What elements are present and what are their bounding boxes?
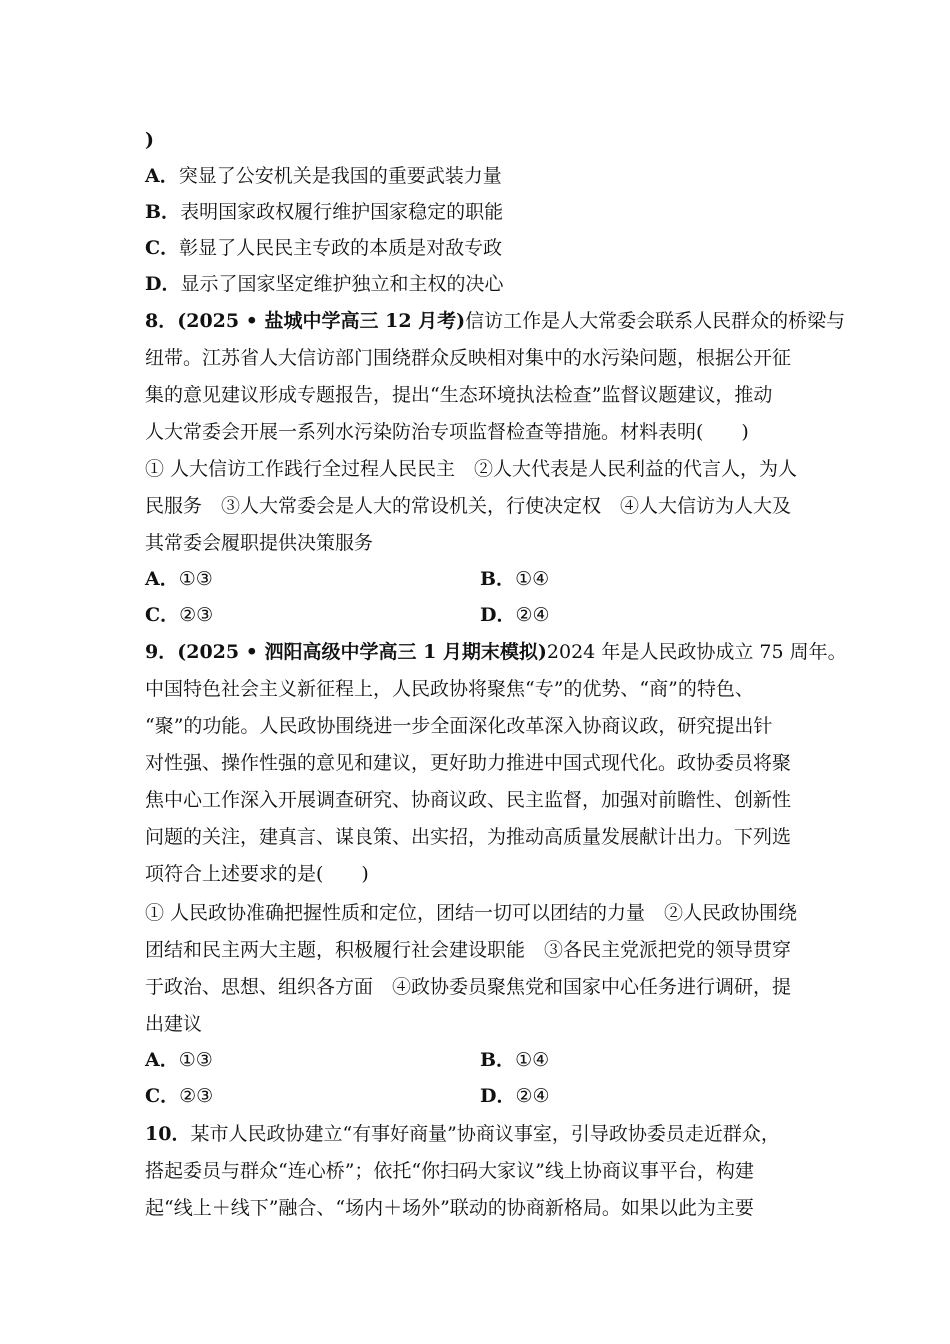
option-text: ②③ [179,604,214,626]
option-text: 突显了公安机关是我国的重要武装力量 [178,165,502,187]
option-text: 彰显了人民民主专政的本质是对敌专政 [179,237,503,259]
q8-option-b[interactable] [480,561,800,598]
stem-text: 2024 年是人民政协成立 75 周年。 [546,641,847,663]
option-label: B． [145,201,181,223]
option-text: ①③ [178,568,213,590]
q9-stem-line-3: “聚”的功能。人民政协围绕进一步全面深化改革深入协商议政，研究提出针 [145,715,773,737]
option-text: ②③ [179,1085,214,1107]
q8-statement-line-2: 民服务 ③人大常委会是人大的常设机关，行使决定权 ④人大信访为人大及 [145,495,792,517]
option-text: ②④ [515,1085,550,1107]
q8-stem-line-1 [145,303,846,340]
option-label: C． [145,237,180,259]
q8-statement-line-1: ① 人大信访工作践行全过程人民民主 ②人大代表是人民利益的代言人，为人 [145,458,798,480]
option-label: A． [145,165,179,187]
q8-option-d[interactable] [480,597,800,634]
q7-stem-tail: ) [145,129,154,151]
option-label: D． [480,1085,516,1107]
question-number: 9． [145,641,178,663]
q10-stem-line-3: 起“线上＋线下”融合、“场内＋场外”联动的协商新格局。如果以此为主要 [145,1197,754,1219]
option-text: ①④ [515,568,550,590]
option-text: ①④ [515,1049,550,1071]
q7-option-a[interactable] [145,158,810,195]
option-label: C． [145,604,180,626]
question-number: 10． [145,1123,191,1145]
option-label: D． [145,273,181,295]
question-number: 8． [145,310,178,332]
q9-statement-line-1: ① 人民政协准确把握性质和定位，团结一切可以团结的力量 ②人民政协围绕 [145,902,798,924]
q8-option-a[interactable] [145,561,445,598]
q9-stem-line-1 [145,634,847,671]
stem-text: 信访工作是人大常委会联系人民群众的桥梁与 [465,310,846,332]
q8-option-c[interactable] [145,597,445,634]
question-source: (2025 • 盐城中学高三 12 月考) [177,310,466,332]
option-label: C． [145,1085,180,1107]
q9-option-d[interactable] [480,1078,800,1115]
q9-option-a[interactable] [145,1042,445,1079]
option-label: A． [145,568,179,590]
q9-option-b[interactable] [480,1042,800,1079]
option-label: B． [480,1049,516,1071]
q9-stem-line-5: 焦中心工作深入开展调查研究、协商议政、民主监督，加强对前瞻性、创新性 [145,789,792,811]
q10-stem-line-1 [145,1116,810,1153]
option-text: 显示了国家坚定维护独立和主权的决心 [180,273,504,295]
q9-statement-line-4: 出建议 [145,1013,203,1035]
q8-stem-line-4: 人大常委会开展一系列水污染防治专项监督检查等措施。材料表明( ) [145,421,749,443]
q8-statement-line-3: 其常委会履职提供决策服务 [145,532,374,554]
option-label: A． [145,1049,179,1071]
q7-option-b[interactable] [145,194,810,231]
option-label: B． [480,568,516,590]
q7-option-c[interactable] [145,230,810,267]
option-text: 表明国家政权履行维护国家稳定的职能 [180,201,504,223]
stem-text: 某市人民政协建立“有事好商量”协商议事室，引导政协委员走近群众， [190,1123,780,1145]
q8-stem-line-3: 集的意见建议形成专题报告，提出“生态环境执法检查”监督议题建议，推动 [145,384,773,406]
q9-statement-line-2: 团结和民主两大主题，积极履行社会建设职能 ③各民主党派把党的领导贯穿 [145,939,792,961]
q9-option-c[interactable] [145,1078,445,1115]
q9-stem-line-4: 对性强、操作性强的意见和建议，更好助力推进中国式现代化。政协委员将聚 [145,752,792,774]
option-text: ②④ [515,604,550,626]
option-text: ①③ [178,1049,213,1071]
question-source: (2025 • 泗阳高级中学高三 1 月期末模拟) [177,641,547,663]
q9-stem-line-7: 项符合上述要求的是( ) [145,863,369,885]
q8-stem-line-2: 纽带。江苏省人大信访部门围绕群众反映相对集中的水污染问题，根据公开征 [145,347,792,369]
q9-stem-line-2: 中国特色社会主义新征程上，人民政协将聚焦“专”的优势、“商”的特色、 [145,678,754,700]
option-label: D． [480,604,516,626]
q9-statement-line-3: 于政治、思想、组织各方面 ④政协委员聚焦党和国家中心任务进行调研，提 [145,976,792,998]
q7-option-d[interactable] [145,266,810,303]
q9-stem-line-6: 问题的关注，建真言、谋良策、出实招，为推动高质量发展献计出力。下列选 [145,826,792,848]
q10-stem-line-2: 搭起委员与群众“连心桥”；依托“你扫码大家议”线上协商议事平台，构建 [145,1160,754,1182]
